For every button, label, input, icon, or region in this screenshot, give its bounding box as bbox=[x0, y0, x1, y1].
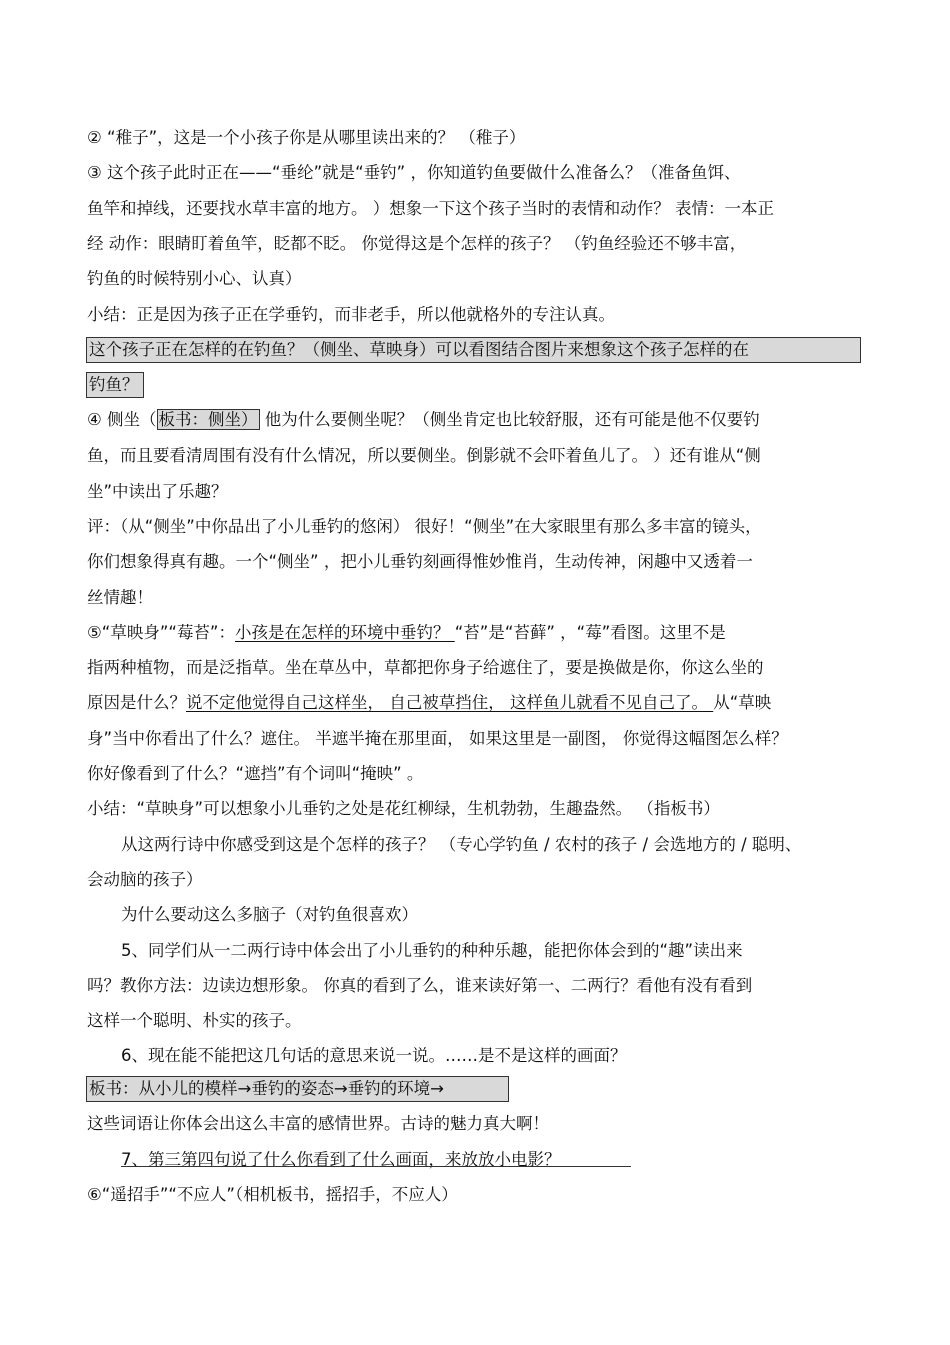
text-segment: ⑤“草映身”“莓苔”： bbox=[87, 623, 235, 642]
text-line bbox=[87, 692, 771, 714]
text-line: ⑥“遥招手”“不应人”（相机板书，摇招手，不应人） bbox=[87, 1185, 458, 1204]
underlined-answer: 说不定他觉得自己这样坐， 自己被草挡住， 这样鱼儿就看不见自己了。 bbox=[186, 693, 714, 712]
text-line bbox=[87, 622, 726, 644]
text-line: 6、现在能不能把这几句话的意思来说一说。……是不是这样的画面？ bbox=[121, 1046, 627, 1065]
text-line: 你们想象得真有趣。一个“侧坐” ，把小儿垂钓刻画得惟妙惟肖，生动传神，闲趣中又透着一 bbox=[87, 552, 753, 571]
text-segment: ④ 侧坐（ bbox=[87, 410, 157, 429]
text-line: 5、同学们从一二两行诗中体会出了小儿垂钓的种种乐趣，能把你体会到的“趣”读出来 bbox=[121, 941, 743, 960]
text-segment: 原因是什么？ bbox=[87, 693, 186, 712]
text-line bbox=[87, 409, 760, 431]
highlighted-question: 钓鱼？ bbox=[89, 375, 139, 394]
underlined-line: 7、第三第四句说了什么你看到了什么画面，来放放小电影？ bbox=[121, 1150, 561, 1169]
text-line: 指两种植物，而是泛指草。坐在草丛中，草都把你身子给遮住了，要是换做是你，你这么坐的 bbox=[87, 658, 764, 677]
board-summary-text: 板书：从小儿的模样→垂钓的姿态→垂钓的环境→ bbox=[89, 1079, 444, 1098]
board-note-box: 板书：侧坐） bbox=[158, 410, 258, 429]
text-segment: “苔”是“苔藓” ，“莓”看图。这里不是 bbox=[454, 623, 726, 642]
text-line: 经 动作：眼睛盯着鱼竿，眨都不眨。 你觉得这是个怎样的孩子？ （钓鱼经验还不够丰富， bbox=[87, 234, 747, 253]
text-line: 会动脑的孩子） bbox=[87, 870, 203, 889]
text-line: 从这两行诗中你感受到这是个怎样的孩子？ （专心学钓鱼 / 农村的孩子 / 会选地方的 / 聪明、 bbox=[121, 835, 802, 854]
text-line: 身”当中你看出了什么？遮住。 半遮半掩在那里面， 如果这里是一副图， 你觉得这幅图怎么样？ bbox=[87, 729, 788, 748]
text-line: 鱼竿和掉线，还要找水草丰富的地方。 ）想象一下这个孩子当时的表情和动作？ 表情：一本正 bbox=[87, 199, 774, 218]
text-line: 这些词语让你体会出这么丰富的感情世界。古诗的魅力真大啊！ bbox=[87, 1114, 549, 1133]
summary-line: 小结：“草映身”可以想象小儿垂钓之处是花红柳绿，生机勃勃，生趣盎然。 （指板书） bbox=[87, 799, 720, 818]
text-line: 评：（从“侧坐”中你品出了小儿垂钓的悠闲） 很好！“侧坐”在大家眼里有那么多丰富的镜头， bbox=[87, 517, 762, 536]
text-line: ③ 这个孩子此时正在——“垂纶”就是“垂钓” ，你知道钓鱼要做什么准备么？（准备鱼饵、 bbox=[87, 163, 741, 182]
text-line: 鱼，而且要看清周围有没有什么情况，所以要侧坐。倒影就不会吓着鱼儿了。 ）还有谁从“侧 bbox=[87, 446, 761, 465]
text-line: ② “稚子”，这是一个小孩子你是从哪里读出来的？ （稚子） bbox=[87, 128, 526, 147]
text-line: 吗？教你方法：边读边想形象。 你真的看到了么，谁来读好第一、二两行？看他有没有看到 bbox=[87, 976, 753, 995]
text-line: 你好像看到了什么？“遮挡”有个词叫“掩映” 。 bbox=[87, 764, 424, 783]
highlighted-question: 这个孩子正在怎样的在钓鱼？（侧坐、草映身）可以看图结合图片来想象这个孩子怎样的在 bbox=[89, 340, 749, 359]
underline-rule bbox=[121, 1166, 631, 1167]
summary-line: 小结：正是因为孩子正在学垂钓，而非老手，所以他就格外的专注认真。 bbox=[87, 305, 615, 324]
text-line: 丝情趣！ bbox=[87, 588, 153, 607]
text-segment: 从“草映 bbox=[713, 693, 772, 712]
text-line: 为什么要动这么多脑子（对钓鱼很喜欢） bbox=[121, 905, 418, 924]
text-segment: 他为什么要侧坐呢？（侧坐肯定也比较舒服，还有可能是他不仅要钓 bbox=[264, 410, 760, 429]
text-line: 钓鱼的时候特别小心、认真） bbox=[87, 269, 302, 288]
text-line: 坐”中读出了乐趣？ bbox=[87, 482, 228, 501]
text-line: 这样一个聪明、朴实的孩子。 bbox=[87, 1011, 302, 1030]
underlined-question: 小孩是在怎样的环境中垂钓？ bbox=[234, 623, 455, 642]
